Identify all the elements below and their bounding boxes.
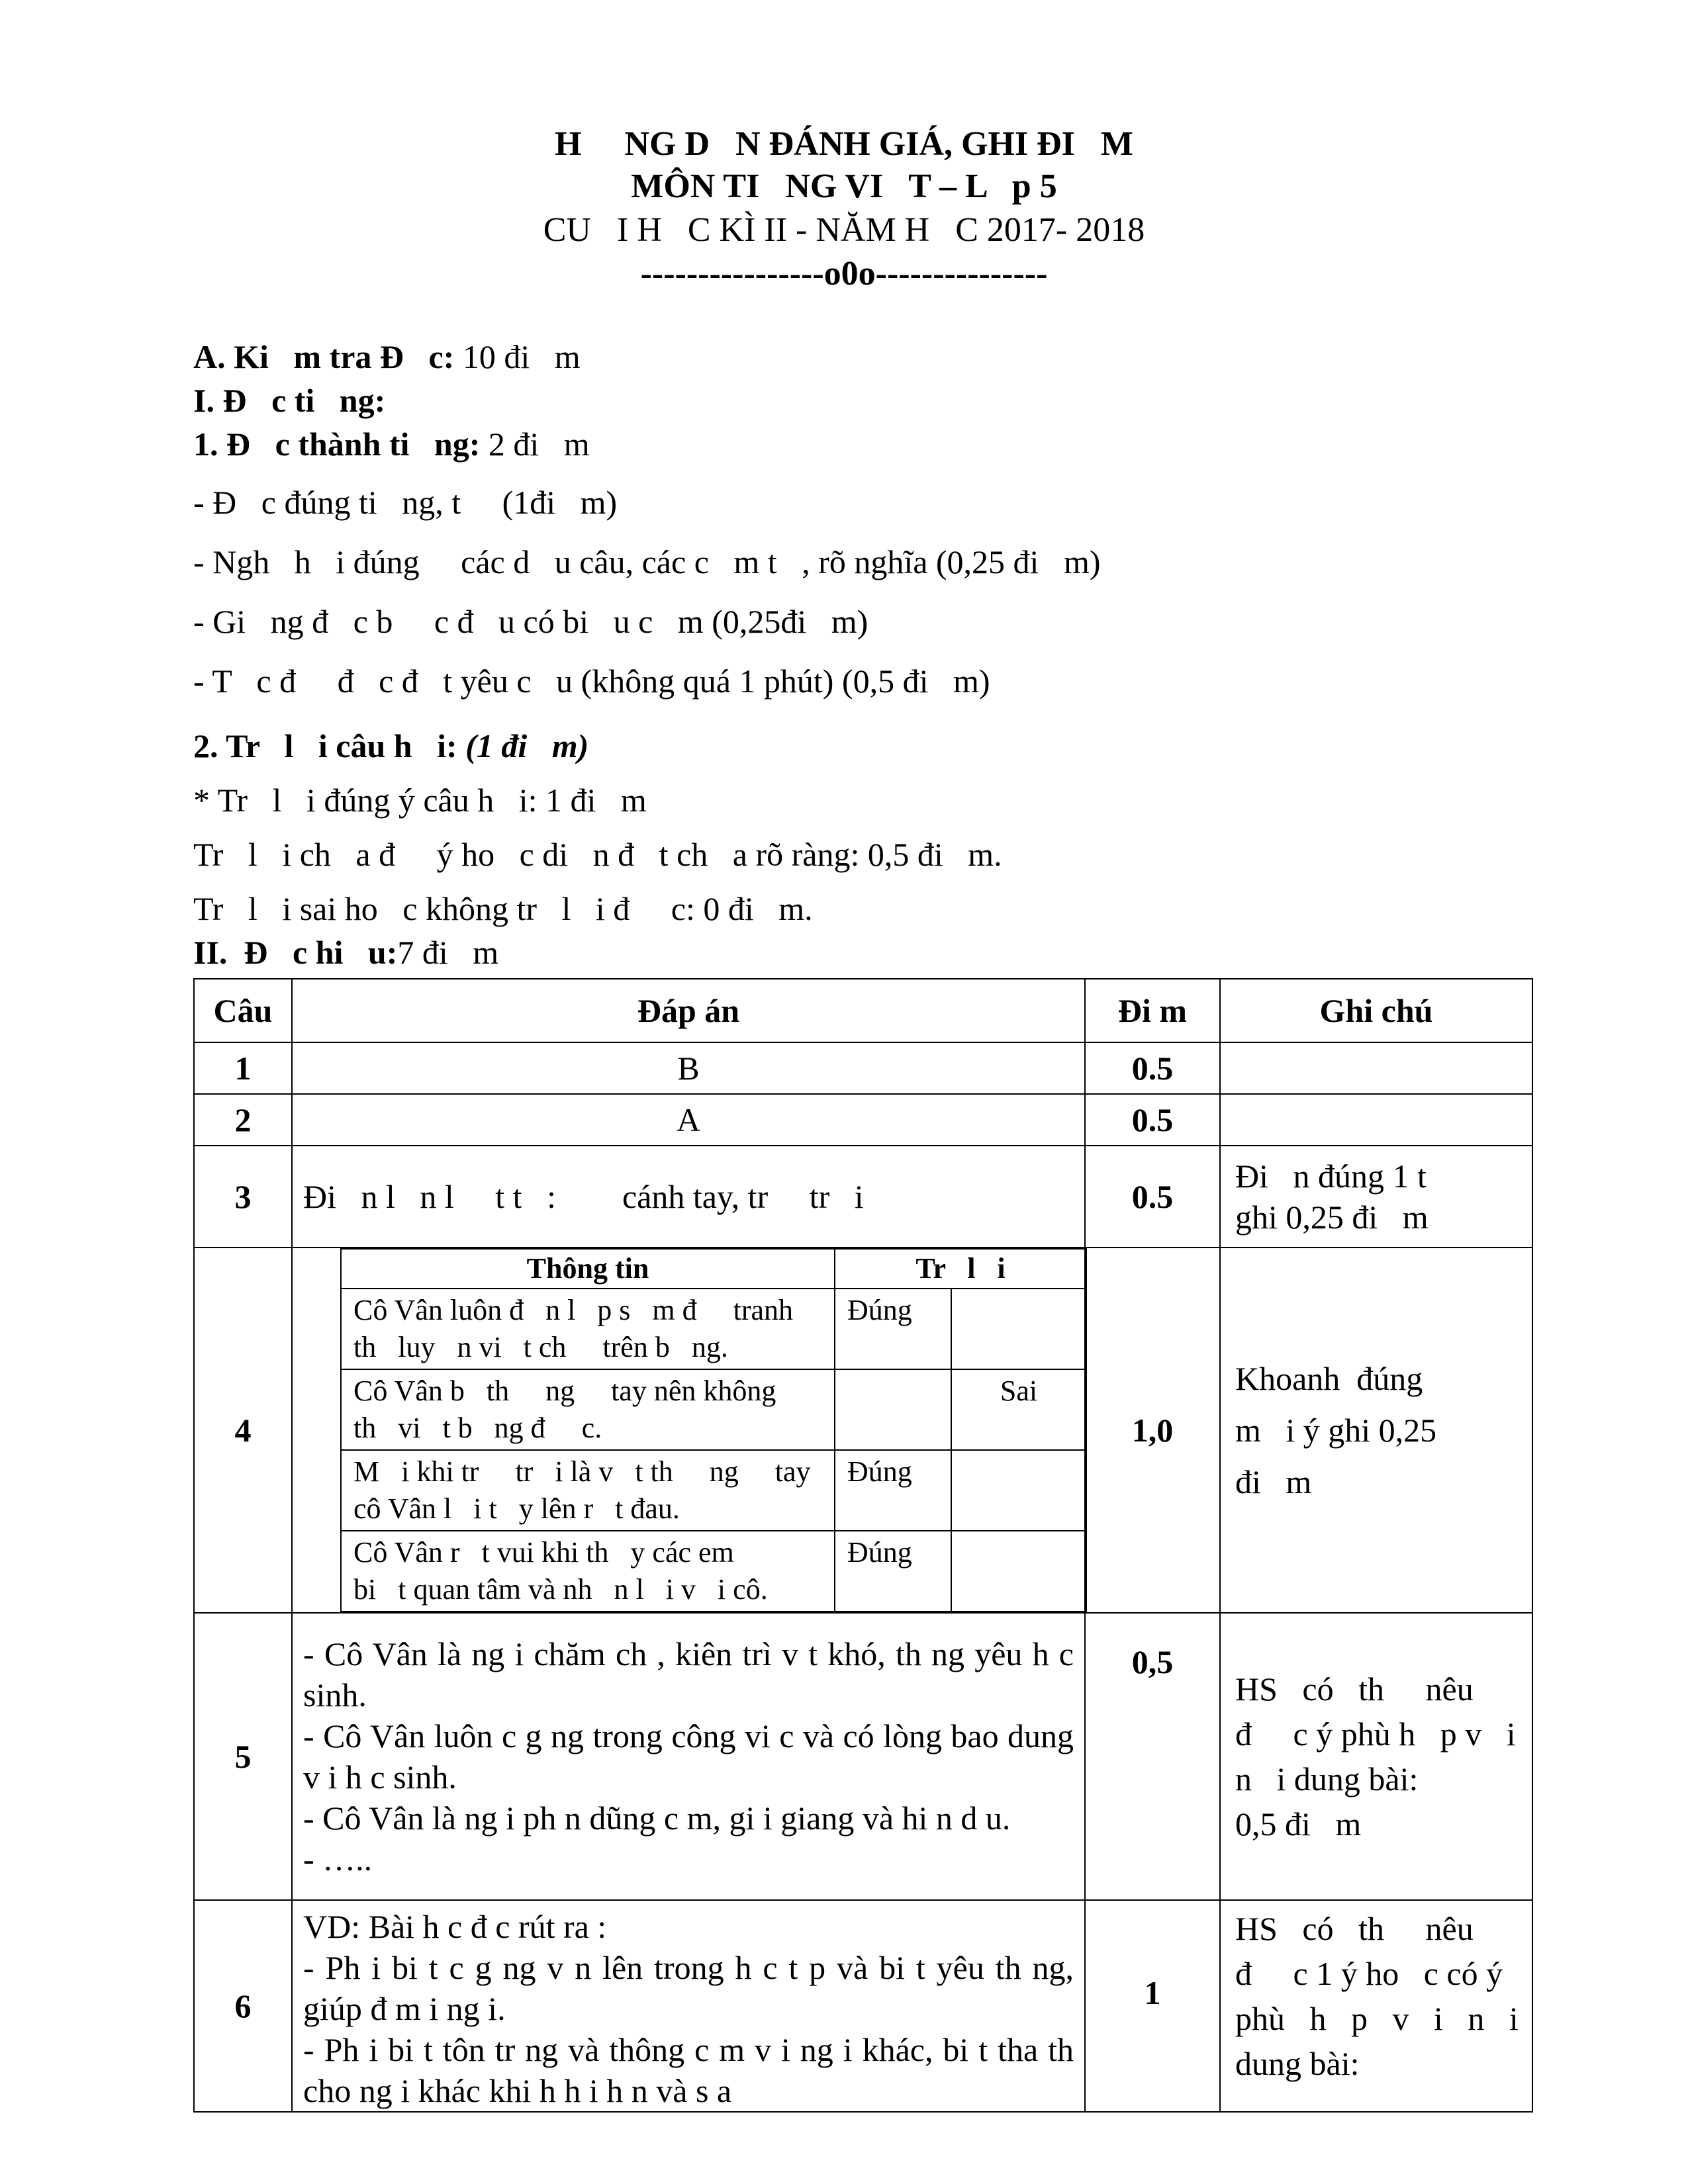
statement-line: M i khi tr tr i là v t th ng tay <box>353 1455 811 1488</box>
part1-item: - T c đ đ c đ t yêu c u (không quá 1 phút) (0,5 đi m) <box>193 662 990 700</box>
part1-item: - Đ c đúng ti ng, t (1đi m) <box>193 484 618 521</box>
answer-line: - Cô Vân là ng i ph n dũng c m, gi i giang và hi n d u. <box>303 1799 1011 1837</box>
answer-cell: A <box>292 1094 1085 1146</box>
cau-number: 2 <box>194 1094 292 1146</box>
part1-item: - Gi ng đ c b c đ u có bi u c m (0,25đi m) <box>193 603 868 640</box>
section-a-label: A. Ki m tra Đ c: <box>193 338 455 375</box>
dung-cell: Đúng <box>835 1531 951 1612</box>
cau-number: 6 <box>194 1900 292 2112</box>
note-line: ghi 0,25 đi m <box>1235 1199 1429 1236</box>
answer-cell <box>292 1248 1085 1613</box>
dung-cell: Đúng <box>835 1450 951 1531</box>
note-line: dung bài: <box>1235 2045 1360 2082</box>
table-row <box>194 1146 1532 1248</box>
cau-number: 4 <box>194 1248 292 1613</box>
section-a-heading <box>193 338 581 376</box>
score-cell: 1 <box>1085 1900 1220 2112</box>
note-cell <box>1220 1094 1532 1146</box>
inner-header-traloi: Tr l i <box>835 1249 1086 1289</box>
statement-line: Cô Vân r t vui khi th y các em <box>353 1536 734 1569</box>
part2-item: Tr l i ch a đ ý ho c di n đ t ch a rõ ràng: 0,5 đi m. <box>193 836 1002 873</box>
section-ii-label: II. Đ c hi u: <box>193 934 398 971</box>
answer-cell <box>292 1900 1085 2112</box>
part1-heading <box>193 425 590 463</box>
part1-item: - Ngh h i đúng các d u câu, các c m t , rõ nghĩa (0,25 đi m) <box>193 543 1101 580</box>
note-line: đ c ý phù h p v i <box>1235 1715 1516 1752</box>
inner-header-thongtin: Thông tin <box>341 1249 835 1289</box>
note-line: HS có th nêu <box>1235 1670 1474 1707</box>
score-cell: 0.5 <box>1085 1146 1220 1248</box>
cau-number: 3 <box>194 1146 292 1248</box>
note-line: n i dung bài: <box>1235 1760 1419 1797</box>
note-line: m i ý ghi 0,25 <box>1235 1412 1437 1449</box>
true-false-table <box>340 1248 1087 1612</box>
score-cell: 0.5 <box>1085 1042 1220 1094</box>
dung-cell: Đúng <box>835 1289 951 1369</box>
statement-cell <box>341 1450 835 1531</box>
part1-label: 1. Đ c thành ti ng: <box>193 426 481 463</box>
note-line: Khoanh đúng <box>1235 1360 1423 1397</box>
answer-cell <box>292 1613 1085 1900</box>
sai-cell <box>951 1450 1086 1531</box>
statement-cell <box>341 1289 835 1369</box>
note-line: Đi n đúng 1 t <box>1235 1158 1427 1195</box>
table-row <box>194 1613 1532 1900</box>
answer-line: - Cô Vân là ng i chăm ch , kiên trì v t khó, th ng yêu h c sinh. <box>303 1635 1074 1713</box>
statement-line: Cô Vân luôn đ n l p s m đ tranh <box>353 1294 794 1326</box>
table-row <box>194 1248 1532 1613</box>
statement-cell <box>341 1531 835 1612</box>
table-row <box>194 1094 1532 1146</box>
header-cau: Câu <box>194 979 292 1042</box>
table-row <box>194 1042 1532 1094</box>
note-line: phù h p v i n i <box>1235 2000 1519 2037</box>
sai-cell <box>951 1289 1086 1369</box>
note-line: đi m <box>1235 1463 1312 1500</box>
part2-value: (1 đi m) <box>457 727 589 764</box>
score-cell: 0,5 <box>1085 1613 1220 1900</box>
statement-cell <box>341 1369 835 1450</box>
note-line: 0,5 đi m <box>1235 1805 1362 1843</box>
note-cell <box>1220 1146 1532 1248</box>
table-header-row <box>194 979 1532 1042</box>
dung-cell <box>835 1369 951 1450</box>
section-a-value: 10 đi m <box>454 338 581 375</box>
note-cell <box>1220 1900 1532 2112</box>
note-line: HS có th nêu <box>1235 1910 1474 1947</box>
answer-line: - Ph i bi t c g ng v n lên trong h c t p và bi t yêu th ng, giúp đ m i ng i. <box>303 1949 1074 2027</box>
note-line: đ c 1 ý ho c có ý <box>1235 1955 1503 1992</box>
statement-line: bi t quan tâm và nh n l i v i cô. <box>353 1573 768 1606</box>
table-row <box>194 1900 1532 2112</box>
note-cell <box>1220 1613 1532 1900</box>
part2-label: 2. Tr l i câu h i: <box>193 727 457 764</box>
part2-heading <box>193 727 588 765</box>
doc-title-line2: MÔN TI NG VI T – L p 5 <box>631 167 1057 205</box>
part1-value: 2 đi m <box>480 426 590 463</box>
answer-line: - ….. <box>303 1841 373 1878</box>
statement-line: cô Vân l i t y lên r t đau. <box>353 1492 680 1525</box>
section-ii-value: 7 đi m <box>397 934 499 971</box>
answer-cell: Đi n l n l t t : cánh tay, tr tr i <box>292 1146 1085 1248</box>
statement-line: Cô Vân b th ng tay nên không <box>353 1375 776 1407</box>
sai-cell: Sai <box>951 1369 1086 1450</box>
statement-line: th vi t b ng đ c. <box>353 1412 602 1444</box>
doc-title-line1: H NG D N ĐÁNH GIÁ, GHI ĐI M <box>555 125 1133 163</box>
doc-title-line3: CU I H C KÌ II - NĂM H C 2017- 2018 <box>543 211 1145 249</box>
answer-line: - Ph i bi t tôn tr ng và thông c m v i ng i khác, bi t tha th cho ng i khác khi h h i h n và s a <box>303 2031 1074 2109</box>
section-ii-heading <box>193 933 498 972</box>
header-diem: Đi m <box>1085 979 1220 1042</box>
score-cell: 0.5 <box>1085 1094 1220 1146</box>
inner-row <box>341 1531 1086 1612</box>
inner-header-row <box>341 1249 1086 1289</box>
answer-cell: B <box>292 1042 1085 1094</box>
score-cell: 1,0 <box>1085 1248 1220 1613</box>
answer-line: VD: Bài h c đ c rút ra : <box>303 1908 607 1945</box>
part2-item: Tr l i sai ho c không tr l i đ c: 0 đi m. <box>193 890 813 927</box>
answer-table <box>193 978 1533 2113</box>
inner-row <box>341 1450 1086 1531</box>
section-i-heading: I. Đ c ti ng: <box>193 382 386 419</box>
cau-number: 5 <box>194 1613 292 1900</box>
note-cell <box>1220 1042 1532 1094</box>
inner-row <box>341 1369 1086 1450</box>
inner-row <box>341 1289 1086 1369</box>
doc-title-separator: ----------------o0o--------------- <box>640 255 1048 293</box>
part2-item: * Tr l i đúng ý câu h i: 1 đi m <box>193 782 647 819</box>
sai-cell <box>951 1531 1086 1612</box>
statement-line: th luy n vi t ch trên b ng. <box>353 1331 728 1363</box>
cau-number: 1 <box>194 1042 292 1094</box>
header-dapan: Đáp án <box>292 979 1085 1042</box>
answer-line: - Cô Vân luôn c g ng trong công vi c và có lòng bao dung v i h c sinh. <box>303 1717 1074 1796</box>
header-ghichu: Ghi chú <box>1220 979 1532 1042</box>
note-cell <box>1220 1248 1532 1613</box>
